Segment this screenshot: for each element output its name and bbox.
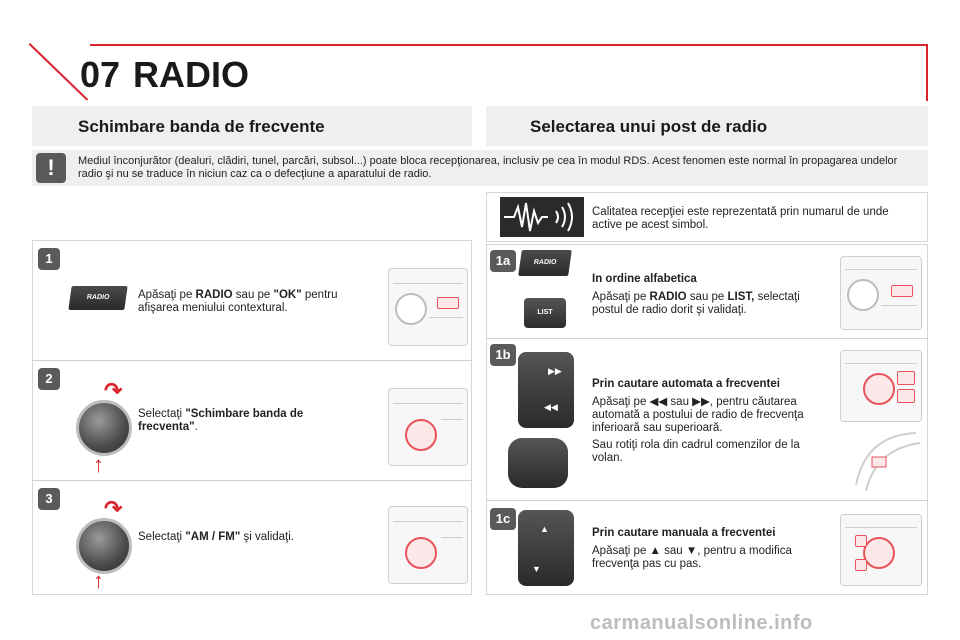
steering-wheel-diagram bbox=[846, 425, 926, 495]
step-badge: 2 bbox=[38, 368, 60, 390]
step-1b-heading: Prin cautare automata a frecventei bbox=[592, 378, 780, 390]
step-badge: 1 bbox=[38, 248, 60, 270]
list-button[interactable]: LIST bbox=[524, 298, 566, 328]
console-diagram bbox=[840, 514, 922, 586]
seek-back-icon[interactable]: ◀◀ bbox=[544, 402, 558, 412]
step-1b-text-2: Sau rotiţi rola din cadrul comenzilor de la volan. bbox=[592, 439, 800, 464]
step-badge: 1b bbox=[490, 344, 516, 366]
step-1a-heading: In ordine alfabetica bbox=[592, 273, 697, 285]
reception-text: Calitatea recepţiei este reprezentată prin numarul de unde active pe acest simbol. bbox=[592, 206, 889, 231]
tune-up-icon[interactable]: ▲ bbox=[540, 524, 549, 534]
reception-icon bbox=[500, 197, 584, 237]
seek-forward-icon[interactable]: ▶▶ bbox=[548, 366, 562, 376]
rotate-arrow-icon: ↷ bbox=[104, 496, 123, 521]
console-diagram bbox=[388, 388, 468, 466]
exclamation-icon: ! bbox=[36, 153, 66, 183]
console-diagram bbox=[840, 350, 922, 422]
step-1-text: Apăsaţi pe RADIO sau pe "OK" pentru afişarea meniului contextural. bbox=[138, 289, 338, 314]
press-arrow-icon: ↑ bbox=[93, 568, 104, 593]
rotary-knob[interactable] bbox=[76, 400, 132, 456]
right-section-title: Selectarea unui post de radio bbox=[530, 117, 768, 136]
press-arrow-icon: ↑ bbox=[93, 452, 104, 477]
rotate-arrow-icon: ↷ bbox=[104, 378, 123, 403]
step-badge: 1c bbox=[490, 508, 516, 530]
page-title: RADIO bbox=[133, 54, 249, 95]
radio-button[interactable]: RADIO bbox=[518, 250, 572, 276]
steering-wheel-control[interactable] bbox=[508, 438, 568, 488]
chapter-number: 07 bbox=[80, 54, 121, 95]
console-diagram bbox=[388, 268, 468, 346]
rotary-knob[interactable] bbox=[76, 518, 132, 574]
radio-button[interactable]: RADIO bbox=[68, 286, 127, 310]
seek-buttons[interactable] bbox=[518, 352, 574, 428]
row-divider bbox=[486, 500, 928, 501]
step-1c-text: Apăsaţi pe ▲ sau ▼, pentru a modifica frecvenţa pas cu pas. bbox=[592, 545, 792, 570]
row-divider bbox=[32, 360, 472, 361]
step-badge: 3 bbox=[38, 488, 60, 510]
step-1a-text: Apăsaţi pe RADIO sau pe LIST, selectaţi postul de radio dorit şi validaţi. bbox=[592, 291, 800, 316]
step-badge: 1a bbox=[490, 250, 516, 272]
tune-buttons[interactable] bbox=[518, 510, 574, 586]
step-1c-heading: Prin cautare manuala a frecventei bbox=[592, 527, 776, 539]
step-1b-text: Apăsaţi pe ◀◀ sau ▶▶, pentru căutarea automată a postului de radio de frecvenţa inferioară sau superioară. bbox=[592, 396, 804, 434]
tune-down-icon[interactable]: ▼ bbox=[532, 564, 541, 574]
row-divider bbox=[32, 480, 472, 481]
watermark: carmanualsonline.info bbox=[590, 612, 813, 634]
warning-text: Mediul înconjurător (dealuri, clădiri, tunel, parcări, subsol...) poate bloca recepţionarea, inclusiv pe cea în modul RDS. Acest fenomen este normal în propagarea undelor radio şi nu se traduce în niciun caz ca o defecţiune a aparatului de radio. bbox=[78, 155, 898, 180]
step-2-text: Selectaţi "Schimbare banda de frecventa". bbox=[138, 408, 304, 433]
console-diagram bbox=[388, 506, 468, 584]
left-section-title: Schimbare banda de frecvente bbox=[78, 117, 325, 136]
step-3-text: Selectaţi "AM / FM" şi validaţi. bbox=[138, 531, 294, 543]
row-divider bbox=[486, 338, 928, 339]
console-diagram bbox=[840, 256, 922, 330]
